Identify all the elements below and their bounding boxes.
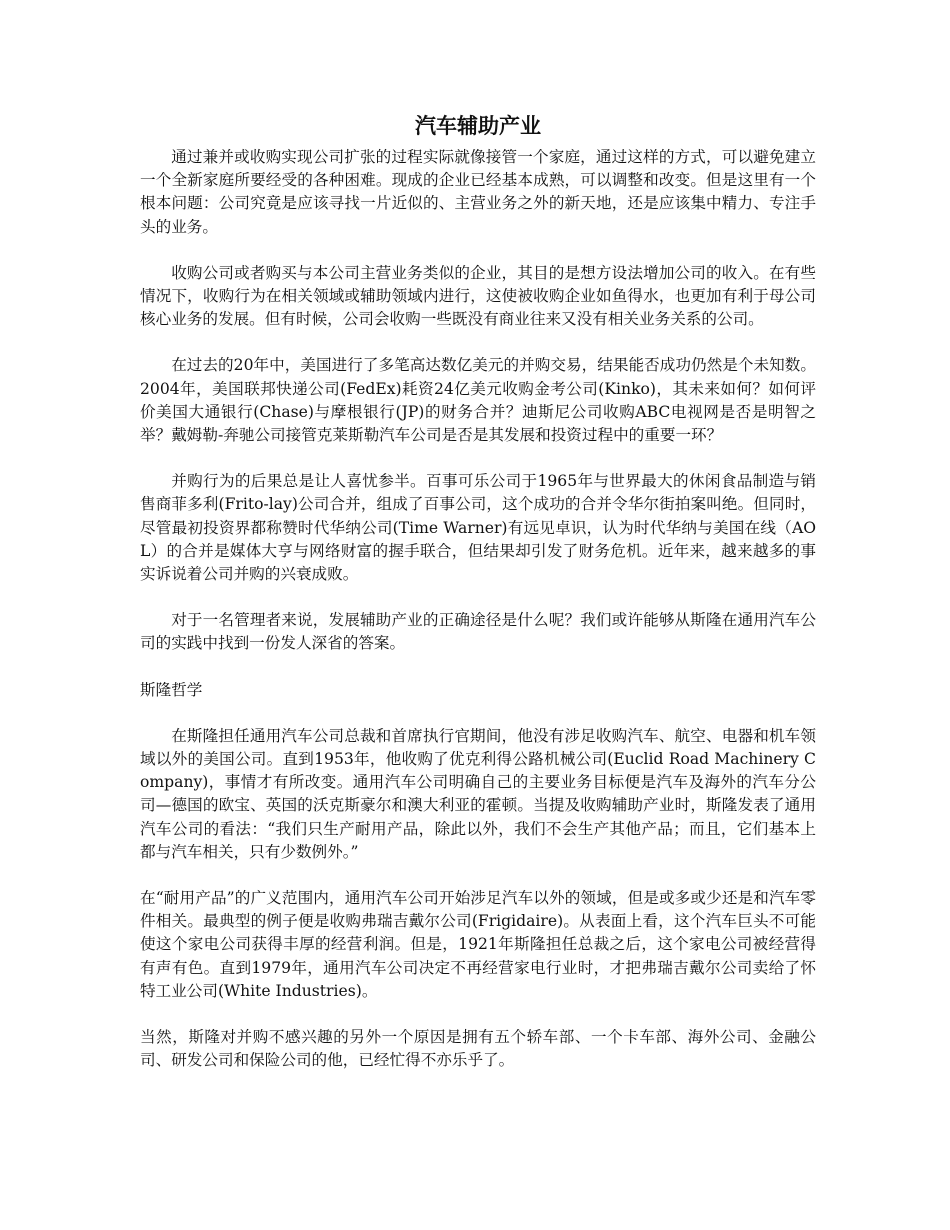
paragraph-merger-examples: 在过去的20年中，美国进行了多笔高达数亿美元的并购交易，结果能否成功仍然是个未知数。2004年，美国联邦快递公司(FedEx)耗资24亿美元收购金考公司(Kinko)，其未来如何？如何评价美国大通银行(Chase)与摩根银行(JP)的财务合并？迪斯尼公司收购ABC电视网是否是明智之举？戴姆勒-奔驰公司接管克莱斯勒汽车公司是否是其发展和投资过程中的重要一环？ [140,356,816,445]
paragraph-merger-outcomes: 并购行为的后果总是让人喜忧参半。百事可乐公司于1965年与世界最大的休闲食品制造与销售商菲多利(Frito-lay)公司合并，组成了百事公司，这个成功的合并令华尔街拍案叫绝。但同时，尽管最初投资界都称赞时代华纳公司(Time Warner)有远见卓识，认为时代华纳与美国在线（AOL）的合并是媒体大亨与网络财富的握手联合，但结果却引发了财务危机。近年来，越来越多的事实诉说着公司并购的兴衰成败。 [140,472,816,584]
paragraph-intro: 通过兼并或收购实现公司扩张的过程实际就像接管一个家庭，通过这样的方式，可以避免建立一个全新家庭所要经受的各种困难。现成的企业已经基本成熟，可以调整和改变。但是这里有一个根本问题：公司究竟是应该寻找一片近似的、主营业务之外的新天地，还是应该集中精力、专注手头的业务。 [140,148,816,236]
paragraph-acquisition-purpose: 收购公司或者购买与本公司主营业务类似的企业，其目的是想方设法增加公司的收入。在有些情况下，收购行为在相关领域或辅助领域内进行，这使被收购企业如鱼得水，也更加有利于母公司核心业务的发展。但有时候，公司会收购一些既没有商业往来又没有相关业务关系的公司。 [140,263,816,329]
paragraph-durable-products: 在“耐用产品”的广义范围内，通用汽车公司开始涉足汽车以外的领域，但是或多或少还是和汽车零件相关。最典型的例子便是收购弗瑞吉戴尔公司(Frigidaire)。从表面上看，这个汽车巨头不可能使这个家电公司获得丰厚的经营利润。但是，1921年斯隆担任总裁之后，这个家电公司被经营得有声有色。直到1979年，通用汽车公司决定不再经营家电行业时，才把弗瑞吉戴尔公司卖给了怀特工业公司(White Industries)。 [140,889,816,1000]
paragraph-sloan-busy: 当然，斯隆对并购不感兴趣的另外一个原因是拥有五个轿车部、一个卡车部、海外公司、金融公司、研发公司和保险公司的他，已经忙得不亦乐乎了。 [140,1028,816,1070]
section-heading-sloan-philosophy: 斯隆哲学 [140,680,203,699]
document-page [140,112,816,1096]
document-title: 汽车辅助产业 [415,114,541,138]
paragraph-sloan-acquisitions: 在斯隆担任通用汽车公司总裁和首席执行官期间，他没有涉足收购汽车、航空、电器和机车领域以外的美国公司。直到1953年，他收购了优克利得公路机械公司(Euclid Road Machinery Company)，事情才有所改变。通用汽车公司明确自己的主要业务目标便是汽车及海外的汽车分公司—德国的欧宝、英国的沃克斯豪尔和澳大利亚的霍顿。当提及收购辅助产业时，斯隆发表了通用汽车公司的看法：“我们只生产耐用产品，除此以外，我们不会生产其他产品；而且，它们基本上都与汽车相关，只有少数例外。” [140,726,816,861]
paragraph-manager-question: 对于一名管理者来说，发展辅助产业的正确途径是什么呢？我们或许能够从斯隆在通用汽车公司的实践中找到一份发人深省的答案。 [140,611,816,653]
